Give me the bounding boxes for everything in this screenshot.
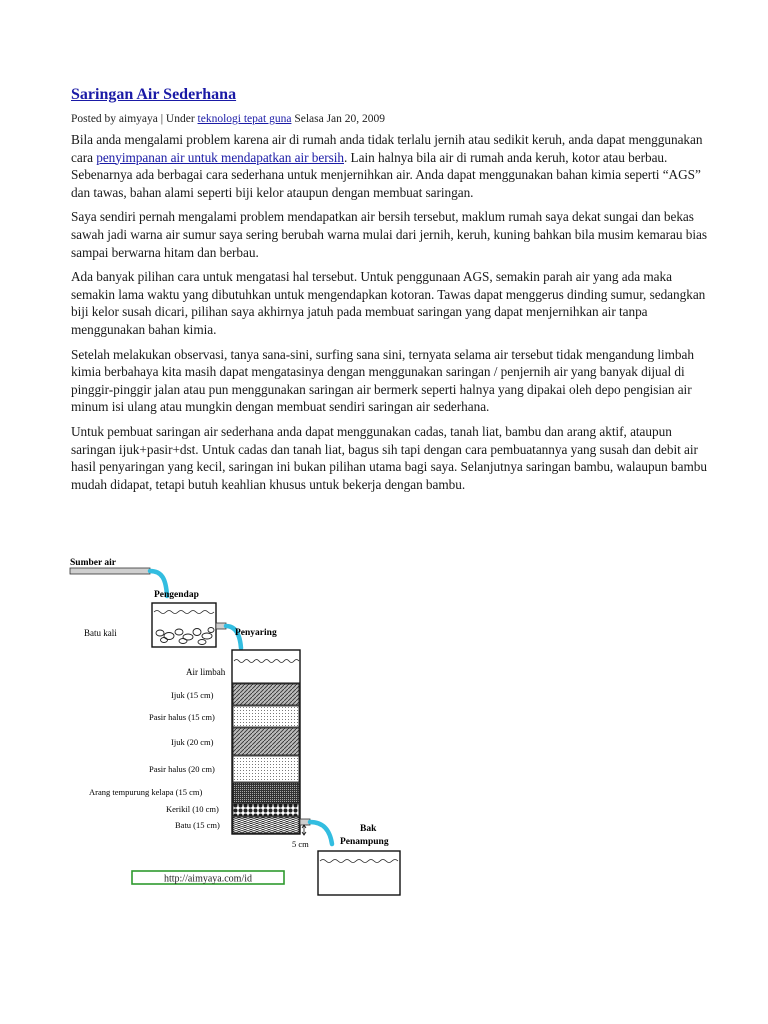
pengendap-tank <box>152 603 216 647</box>
layer-batu <box>233 817 299 833</box>
label-batu: Batu (15 cm) <box>175 820 220 830</box>
layer-ijuk-15 <box>233 684 299 705</box>
label-ijuk-20: Ijuk (20 cm) <box>171 737 214 747</box>
label-bak: Bak <box>360 824 377 834</box>
layer-arang <box>233 783 299 803</box>
category-link[interactable]: teknologi tepat guna <box>197 113 292 125</box>
paragraph-2: Saya sendiri pernah mengalami problem mendapatkan air bersih tersebut, maklum rumah saya dekat sungai dan bekas sawah jadi warna air sumur saya sering berubah warna mulai dari jernih, keruh, kuning bahkan bila musim kemarau bias sampai berwarna hitam dan berbau. <box>71 209 707 260</box>
paragraph-1-end: . Lain halnya bila air di rumah anda keruh, kotor atau berbau. Sebenarnya ada berbagai cara sederhana untuk menjernihkan air. Anda dapat menggunakan bahan kimia seperti “AGS” dan tawas, bahan alami seperti biji kelor ataupun dengan membuat saringan. <box>71 149 701 200</box>
paragraph-1 <box>71 131 711 201</box>
bak-penampung-tank <box>318 851 400 895</box>
label-sumber-air: Sumber air <box>70 558 117 568</box>
layer-pasir-20 <box>233 756 299 782</box>
storage-link[interactable]: penyimpanan air untuk mendapatkan air bersih <box>96 149 344 165</box>
label-arang: Arang tempurung kelapa (15 cm) <box>89 787 203 797</box>
paragraph-1-start: Bila anda mengalami problem karena air di rumah anda tidak terlalu jernih atau sedikit keruh, anda dapat menggunakan cara <box>71 132 703 165</box>
label-batu-kali: Batu kali <box>84 628 117 638</box>
layer-ijuk-20 <box>233 728 299 755</box>
label-pasir-20: Pasir halus (20 cm) <box>149 764 215 774</box>
label-kerikil: Kerikil (10 cm) <box>166 804 219 814</box>
paragraph-3: Ada banyak pilihan cara untuk mengatasi hal tersebut. Untuk penggunaan AGS, semakin parah air yang ada maka semakin lama waktu yang dibutuhkan untuk mengendapkan kotoran. Tawas dapat menggerus dinding sumur, sedangkan biji kelor susah dicari, pilihan saya akhirnya jatuh pada membuat saringan yang dapat menjernihkan air tanpa menggunakan bahan kimia. <box>71 269 706 337</box>
paragraph-5: Untuk pembuat saringan air sederhana anda dapat menggunakan cadas, tanah liat, bambu dan arang aktif, ataupun saringan ijuk+pasir+dst. Untuk cadas dan tanah liat, bagus sih tapi dengan cara pembuatannya yang susah dan debit air hasil penyaringan yang kecil, saringan ini bukan pilihan utama bagi saya. Selanjutnya saringan bambu, walaupun bambu mudah didapat, tetapi butuh keahlian khusus untuk bekerja dengan bambu. <box>71 423 707 492</box>
post-meta <box>71 112 711 126</box>
source-pipe <box>70 568 150 574</box>
post-title[interactable]: Saringan Air Sederhana <box>71 86 237 103</box>
label-pasir-15: Pasir halus (15 cm) <box>149 712 215 722</box>
penyaring-water-stream <box>310 822 332 844</box>
watermark-text: http://aimyaya.com/id <box>163 873 253 885</box>
blog-post <box>71 84 711 500</box>
layer-pasir-15 <box>233 706 299 727</box>
label-pengendap: Pengendap <box>154 590 199 600</box>
post-date: Selasa Jan 20, 2009 <box>294 113 386 125</box>
paragraph-4: Setelah melakukan observasi, tanya sana-sini, surfing sana sini, ternyata selama air tersebut tidak mengandung limbah kimia berbahaya kita masih dapat mengatasinya dengan menggunakan saringan / penjernih air yang banyak dijual di pinggir-pinggir jalan atau pun menggunakan saringan air bermerk seperti halnya yang dipakai oleh depo pengisian air minum isi ulang atau mungkin dengan membuat sendiri saringan air sederhana. <box>71 346 694 415</box>
label-penampung: Penampung <box>340 837 389 847</box>
label-air-limbah: Air limbah <box>186 667 226 677</box>
label-penyaring: Penyaring <box>235 628 277 638</box>
layer-kerikil <box>233 804 299 816</box>
posted-by: Posted by aimyaya | Under <box>71 113 195 125</box>
water-filter-diagram <box>68 553 428 898</box>
label-ijuk-15: Ijuk (15 cm) <box>171 690 214 700</box>
label-5cm: 5 cm <box>292 839 309 849</box>
